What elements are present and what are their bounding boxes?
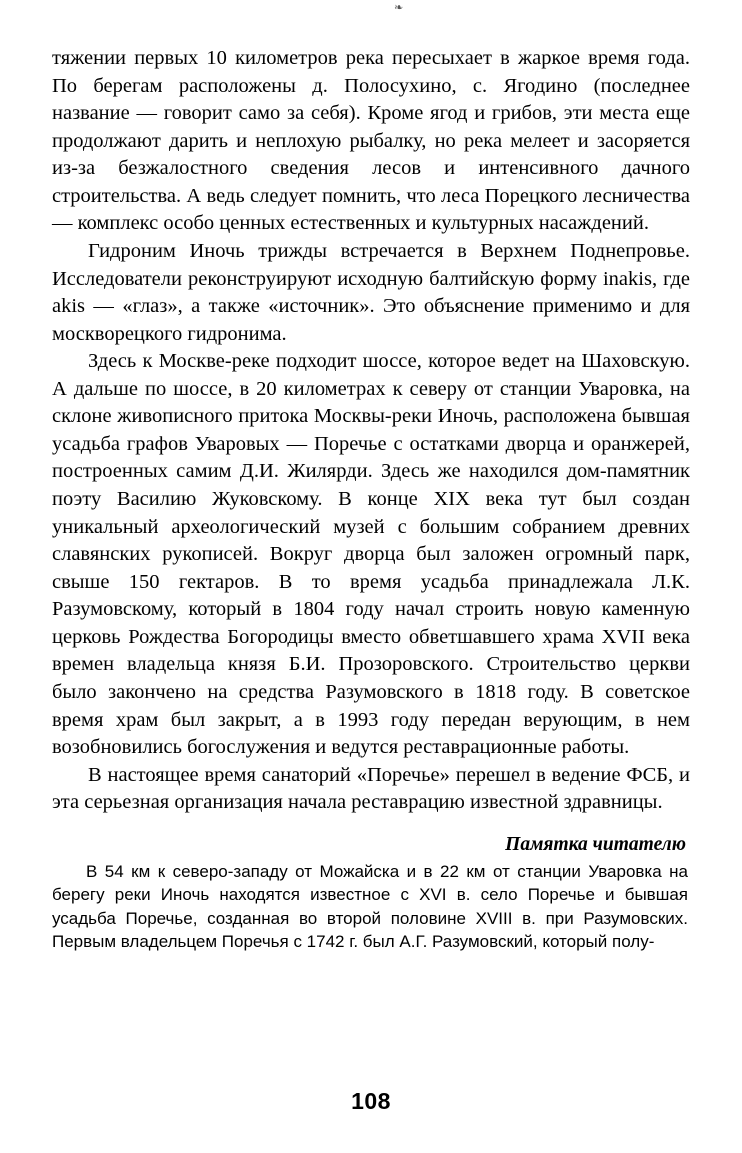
main-text-block (52, 45, 690, 817)
decorative-ornament-icon: ❧ (394, 1, 404, 14)
reader-note-text: В 54 км к северо-западу от Можайска и в 22 км от станции Уваровка на берегу реки Иночь находятся известное с XVI в. село Поречье и бывшая усадьба Поречье, созданная во второй половине XVIII в. при Разумовских. Первым владельцем Поречья с 1742 г. был А.Г. Разумовский, который полу- (52, 861, 688, 952)
page-number: 108 (351, 1088, 391, 1114)
paragraph: Здесь к Москве-реке подходит шоссе, которое ведет на Шаховскую. А дальше по шоссе, в 20 километрах к северу от станции Уваровка, на склоне живописного притока Москвы-реки Иночь, расположена бывшая усадьба графов Уваровых — Поречье с остатками дворца и оранжерей, построенных самим Д.И. Жилярди. Здесь же находился дом-памятник поэту Василию Жуковскому. В конце XIX века тут был создан уникальный археологический музей с большим собранием древних славянских рукописей. Вокруг дворца был заложен огромный парк, свыше 150 гектаров. В то время усадьба принадлежала Л.К. Разумовскому, который в 1804 году начал строить новую каменную церковь Рождества Богородицы вместо обветшавшего храма XVII века времен владельца князя Б.И. Прозоровского. Строительство церкви было закончено на средства Разумовского в 1818 году. В советское время храм был закрыт, а в 1993 году передан верующим, в нем возобновились богослужения и ведутся реставрационные работы. (52, 350, 690, 759)
paragraph: В настоящее время санаторий «Поречье» перешел в ведение ФСБ, и эта серьезная организация начала реставрацию известной здравницы. (52, 763, 690, 814)
paragraph: тяжении первых 10 километров река пересыхает в жаркое время года. По берегам расположены д. Полосухино, с. Ягодино (последнее название — говорит само за себя). Кроме ягод и грибов, эти места еще продолжают дарить и неплохую рыбалку, но река мелеет и засоряется из-за безжалостного сведения лесов и интенсивного дачного строительства. А ведь следует помнить, что леса Порецкого лесничества — комплекс особо ценных естественных и культурных насаждений. (52, 47, 690, 235)
paragraph: Гидроним Иночь трижды встречается в Верхнем Поднепровье. Исследователи реконструируют исходную балтийскую форму inakis, где akis — «глаз», а также «источник». Это объяснение применимо и для москворецкого гидронима. (52, 239, 690, 345)
section-heading: Памятка читателю (505, 833, 686, 855)
